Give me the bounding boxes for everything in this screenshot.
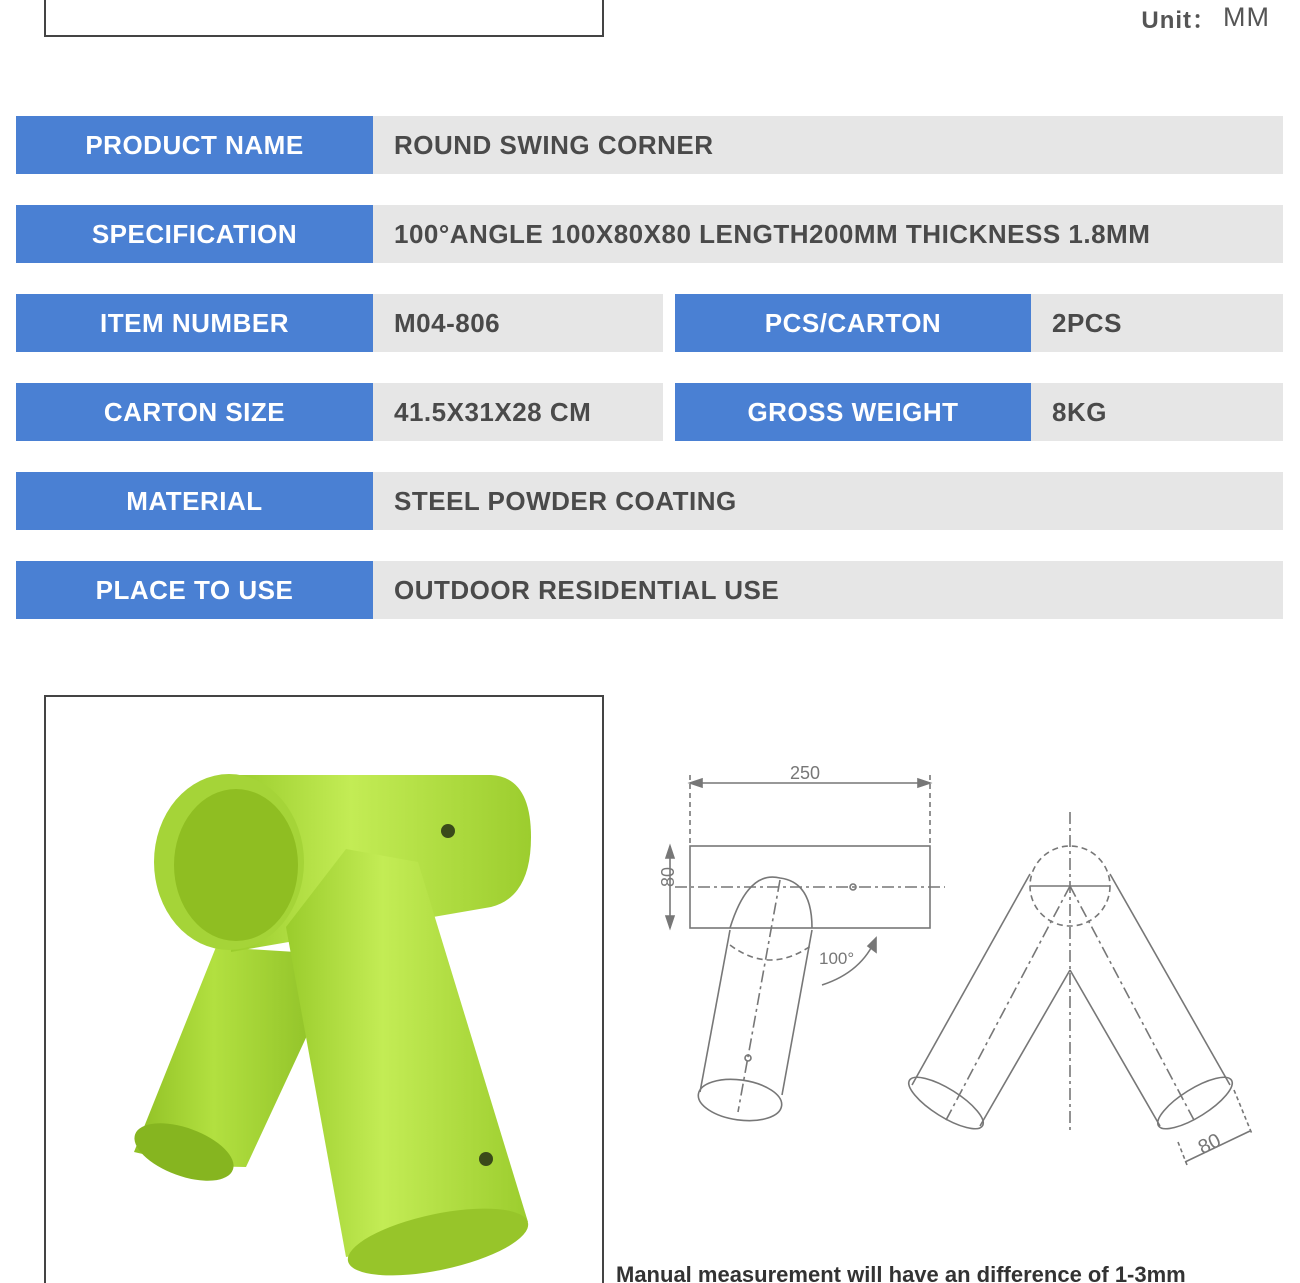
top-image-frame	[44, 0, 604, 37]
diameter-dim-label: 80	[658, 866, 678, 887]
spec-row-item-number	[16, 294, 663, 352]
spec-label: SPECIFICATION	[16, 205, 373, 263]
spec-row-carton-size	[16, 383, 663, 441]
product-photo	[46, 697, 604, 1283]
technical-drawing	[630, 740, 1280, 1190]
angle-dim-label: 100°	[819, 949, 855, 968]
spec-value: 100°ANGLE 100X80X80 LENGTH200MM THICKNESS 1.8MM	[373, 205, 1283, 263]
drawing-leg-edge	[782, 930, 812, 1095]
extension-line	[1234, 1090, 1252, 1134]
spec-value: STEEL POWDER COATING	[373, 472, 1283, 530]
product-photo-frame	[44, 695, 604, 1283]
length-dim-label: 250	[790, 763, 821, 783]
spec-label: PRODUCT NAME	[16, 116, 373, 174]
spec-value: OUTDOOR RESIDENTIAL USE	[373, 561, 1283, 619]
drawing-leg-edge	[700, 930, 730, 1092]
spec-row-product-name	[16, 116, 1283, 174]
spec-value: 2PCS	[1031, 294, 1283, 352]
spec-value: ROUND SWING CORNER	[373, 116, 1283, 174]
measurement-note: Manual measurement will have an difference of 1-3mm	[616, 1262, 1186, 1283]
spec-row-pcs-carton	[675, 294, 1283, 352]
arrow-icon	[666, 846, 674, 858]
spec-label: CARTON SIZE	[16, 383, 373, 441]
arrow-icon	[666, 916, 674, 928]
front-leg	[286, 849, 528, 1257]
spec-label: GROSS WEIGHT	[675, 383, 1031, 441]
drawing-leg-edge	[980, 970, 1070, 1126]
leg-dim-label: 80	[1194, 1129, 1225, 1160]
unit-value: MM	[1223, 1, 1270, 32]
spec-row-material	[16, 472, 1283, 530]
unit-label: Unit：	[1141, 6, 1218, 34]
spec-row-gross-weight	[675, 383, 1283, 441]
top-tube-hole	[441, 824, 455, 838]
arrow-icon	[918, 779, 930, 787]
spec-label: ITEM NUMBER	[16, 294, 373, 352]
front-leg-hole	[479, 1152, 493, 1166]
drawing-leg-top	[730, 877, 812, 928]
spec-label: PCS/CARTON	[675, 294, 1031, 352]
unit-indicator	[1141, 0, 1270, 34]
spec-row-specification	[16, 205, 1283, 263]
top-tube-inner	[174, 789, 298, 941]
hidden-line	[730, 945, 812, 960]
spec-value: M04-806	[373, 294, 663, 352]
centerline	[738, 880, 780, 1112]
spec-value: 8KG	[1031, 383, 1283, 441]
spec-label: MATERIAL	[16, 472, 373, 530]
drawing-leg-edge	[1110, 874, 1230, 1085]
drawing-leg-edge	[1070, 970, 1160, 1126]
arrow-icon	[690, 779, 702, 787]
spec-row-place-to-use	[16, 561, 1283, 619]
spec-label: PLACE TO USE	[16, 561, 373, 619]
spec-value: 41.5X31X28 CM	[373, 383, 663, 441]
